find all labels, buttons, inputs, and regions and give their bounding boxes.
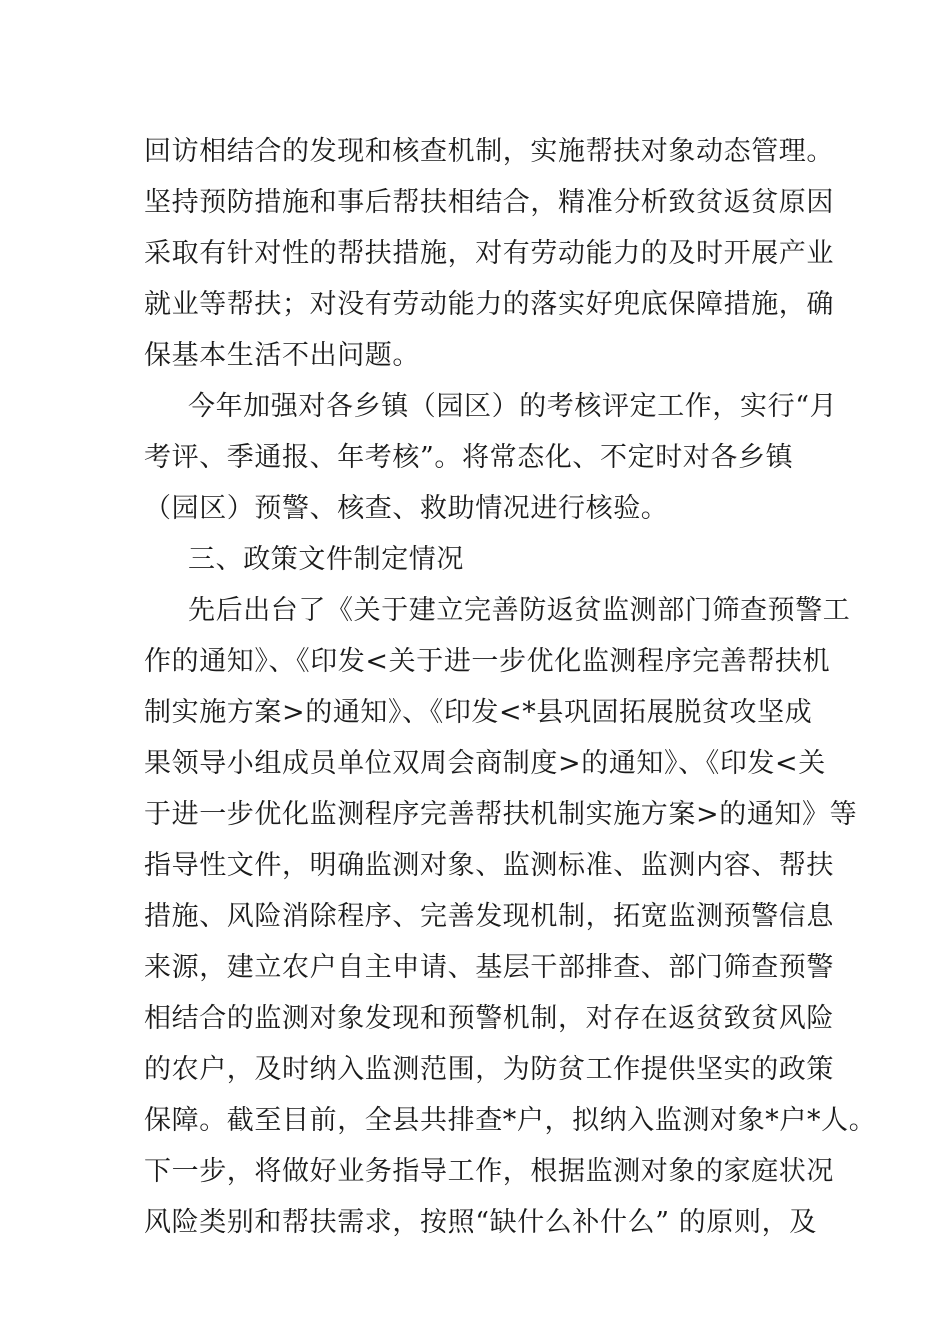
text-line: 保基本生活不出问题。 xyxy=(144,340,420,371)
text-line: 回访相结合的发现和核查机制，实施帮扶对象动态管理。 xyxy=(144,136,834,167)
text-line: 相结合的监测对象发现和预警机制，对存在返贫致贫风险 xyxy=(144,1003,834,1034)
text-line: （园区）预警、核查、救助情况进行核验。 xyxy=(144,493,669,524)
text-line: 作的通知》、《印发<关于进一步优化监测程序完善帮扶机 xyxy=(144,646,831,677)
text-line: 措施、风险消除程序、完善发现机制，拓宽监测预警信息 xyxy=(144,901,834,932)
text-line: 采取有针对性的帮扶措施，对有劳动能力的及时开展产业 xyxy=(144,238,834,269)
text-line: 就业等帮扶；对没有劳动能力的落实好兜底保障措施，确 xyxy=(144,289,834,320)
paragraph-start-line: 今年加强对各乡镇（园区）的考核评定工作，实行“月 xyxy=(188,391,838,422)
text-line: 风险类别和帮扶需求，按照“缺什么补什么” 的原则，及 xyxy=(144,1207,817,1238)
text-line: 果领导小组成员单位双周会商制度>的通知》、《印发<关 xyxy=(144,748,826,779)
text-line: 制实施方案>的通知》、《印发<*县巩固拓展脱贫攻坚成 xyxy=(144,697,813,728)
text-line: 指导性文件，明确监测对象、监测标准、监测内容、帮扶 xyxy=(144,850,834,881)
text-line: 于进一步优化监测程序完善帮扶机制实施方案>的通知》等 xyxy=(144,799,858,830)
text-line: 保障。截至目前，全县共排查*户，拟纳入监测对象*户*人。 xyxy=(144,1105,877,1136)
text-line: 下一步，将做好业务指导工作，根据监测对象的家庭状况 xyxy=(144,1156,834,1187)
paragraph-start-line: 先后出台了《关于建立完善防返贫监测部门筛查预警工 xyxy=(188,595,851,626)
text-line: 坚持预防措施和事后帮扶相结合，精准分析致贫返贫原因 xyxy=(144,187,834,218)
text-line: 来源，建立农户自主申请、基层干部排查、部门筛查预警 xyxy=(144,952,834,983)
section-heading: 三、政策文件制定情况 xyxy=(188,544,464,575)
text-line: 的农户，及时纳入监测范围，为防贫工作提供坚实的政策 xyxy=(144,1054,834,1085)
text-line: 考评、季通报、年考核”。将常态化、不定时对各乡镇 xyxy=(144,442,794,473)
document-body xyxy=(144,126,877,1248)
